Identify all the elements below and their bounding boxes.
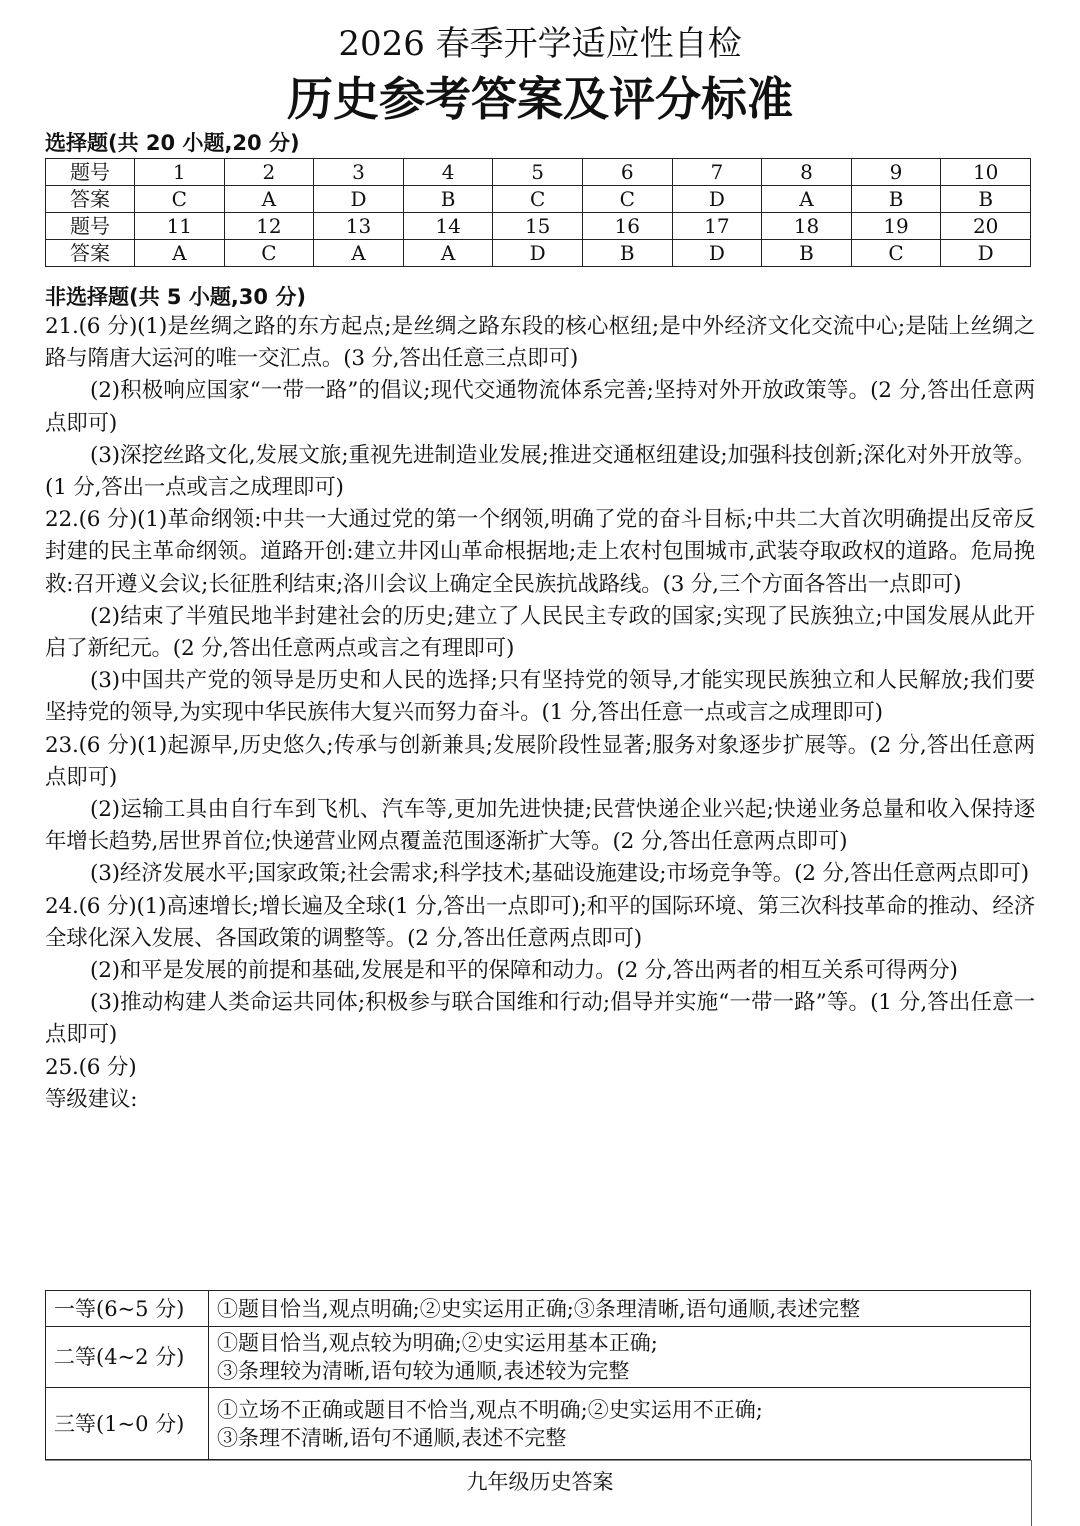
row-label: 答案 [46,186,135,213]
table-cell: 13 [314,213,404,240]
answer-paragraph: 22.(6 分)(1)革命纲领:中共一大通过党的第一个纲领,明确了党的奋斗目标;中共二大首次明确提出反帝反封建的民主革命纲领。道路开创:建立井冈山革命根据地;走上农村包围城市,武装夺取政权的道路。危局挽救:召开遵义会议;长征胜利结束;洛川会议上确定全民族抗战路线。(3 分,三个方面各答出一点即可) [45,507,1035,597]
exam-title: 2026 春季开学适应性自检 [338,24,742,64]
table-cell: B [582,240,672,267]
answer-paragraph: (2)结束了半殖民地半封建社会的历史;建立了人民民主专政的国家;实现了民族独立;中国发展从此开启了新纪元。(2 分,答出任意两点或言之有理即可) [45,603,1035,662]
table-cell: 14 [403,213,493,240]
table-cell: D [672,186,762,213]
table-cell: 19 [851,213,941,240]
table-cell: C [224,240,314,267]
grade-table [45,1290,1031,1460]
nonmc-answers [45,311,1035,1116]
table-row [46,159,1031,186]
grade-row [46,1327,1031,1388]
grade-criteria [209,1291,1031,1327]
row-label: 题号 [46,213,135,240]
answer-paragraph: 21.(6 分)(1)是丝绸之路的东方起点;是丝绸之路东段的核心枢纽;是中外经济文化交流中心;是陆上丝绸之路与隋唐大运河的唯一交汇点。(3 分,答出任意三点即可) [45,314,1035,372]
table-cell: C [135,186,225,213]
table-cell: B [762,240,852,267]
grade-row [46,1388,1031,1460]
page-footer: 九年级历史答案 [466,1470,614,1494]
grade-row [46,1291,1031,1327]
table-cell: 1 [135,159,225,186]
table-cell: B [851,186,941,213]
document-title: 历史参考答案及评分标准 [287,72,793,126]
table-cell: D [672,240,762,267]
table-cell: D [493,240,583,267]
table-cell: A [314,240,404,267]
row-label: 题号 [46,159,135,186]
grade-criteria [209,1388,1031,1460]
table-cell: B [403,186,493,213]
table-cell: C [493,186,583,213]
table-cell: 20 [941,213,1031,240]
grade-criteria [209,1327,1031,1388]
table-cell: 11 [135,213,225,240]
table-cell: B [941,186,1031,213]
table-cell: C [582,186,672,213]
grade-level: 一等(6~5 分) [46,1291,209,1327]
row-label: 答案 [46,240,135,267]
criteria-line: ①题目恰当,观点明确;②史实运用正确;③条理清晰,语句通顺,表述完整 [217,1296,861,1321]
table-cell: 17 [672,213,762,240]
table-cell: 12 [224,213,314,240]
table-cell: 4 [403,159,493,186]
mc-answer-table [45,158,1031,267]
answer-paragraph: (2)积极响应国家“一带一路”的倡议;现代交通物流体系完善;坚持对外开放政策等。(2 分,答出任意两点即可) [45,378,1035,436]
table-cell: 9 [851,159,941,186]
table-cell: 2 [224,159,314,186]
table-cell: D [314,186,404,213]
table-cell: A [403,240,493,267]
answer-paragraph: 23.(6 分)(1)起源早,历史悠久;传承与创新兼具;发展阶段性显著;服务对象逐步扩展等。(2 分,答出任意两点即可) [45,732,1035,790]
table-cell: 16 [582,213,672,240]
table-cell: C [851,240,941,267]
answer-paragraph: (3)深挖丝路文化,发展文旅;重视先进制造业发展;推进交通枢纽建设;加强科技创新;深化对外开放等。(1 分,答出一点或言之成理即可) [45,442,1035,501]
answer-paragraph: (3)中国共产党的领导是历史和人民的选择;只有坚持党的领导,才能实现民族独立和人民解放;我们要坚持党的领导,为实现中华民族伟大复兴而努力奋斗。(1 分,答出任意一点或言之成理即可) [45,668,1035,726]
answer-paragraph: (2)运输工具由自行车到飞机、汽车等,更加先进快捷;民营快递企业兴起;快递业务总量和收入保持逐年增长趋势,居世界首位;快递营业网点覆盖范围逐渐扩大等。(2 分,答出任意两点即可) [45,797,1035,855]
table-cell: A [762,186,852,213]
criteria-line: ①立场不正确或题目不恰当,观点不明确;②史实运用不正确; [217,1397,763,1422]
answer-paragraph: 25.(6 分) [45,1054,137,1080]
nonmc-section-heading: 非选择题(共 5 小题,30 分) [45,285,306,309]
answer-paragraph: (2)和平是发展的前提和基础,发展是和平的保障和动力。(2 分,答出两者的相互关系可得两分) [90,958,958,984]
table-cell: A [135,240,225,267]
grade-level: 三等(1~0 分) [46,1388,209,1460]
table-cell: A [224,186,314,213]
criteria-line: ③条理较为清晰,语句较为通顺,表述较为完整 [217,1359,630,1383]
table-row [46,186,1031,213]
footer-divider [45,1460,1031,1461]
table-row [46,213,1031,240]
table-cell: D [941,240,1031,267]
table-cell: 18 [762,213,852,240]
answer-paragraph: 24.(6 分)(1)高速增长;增长遍及全球(1 分,答出一点即可);和平的国际环境、第三次科技革命的推动、经济全球化深入发展、各国政策的调整等。(2 分,答出任意两点即可) [45,893,1035,951]
answer-paragraph: 等级建议: [45,1086,138,1112]
mc-section-heading: 选择题(共 20 小题,20 分) [45,131,300,155]
answer-paragraph: (3)经济发展水平;国家政策;社会需求;科学技术;基础设施建设;市场竞争等。(2 分,答出任意两点即可) [90,861,1029,887]
criteria-line: ③条理不清晰,语句不通顺,表述不完整 [217,1425,567,1450]
table-cell: 6 [582,159,672,186]
table-cell: 7 [672,159,762,186]
table-cell: 3 [314,159,404,186]
answer-paragraph: (3)推动构建人类命运共同体;积极参与联合国维和行动;倡导并实施“一带一路”等。(1 分,答出任意一点即可) [45,990,1035,1048]
grade-level: 二等(4~2 分) [46,1327,209,1388]
table-cell: 8 [762,159,852,186]
table-row [46,240,1031,267]
table-cell: 5 [493,159,583,186]
table-cell: 15 [493,213,583,240]
criteria-line: ①题目恰当,观点较为明确;②史实运用基本正确; [217,1331,658,1355]
table-cell: 10 [941,159,1031,186]
